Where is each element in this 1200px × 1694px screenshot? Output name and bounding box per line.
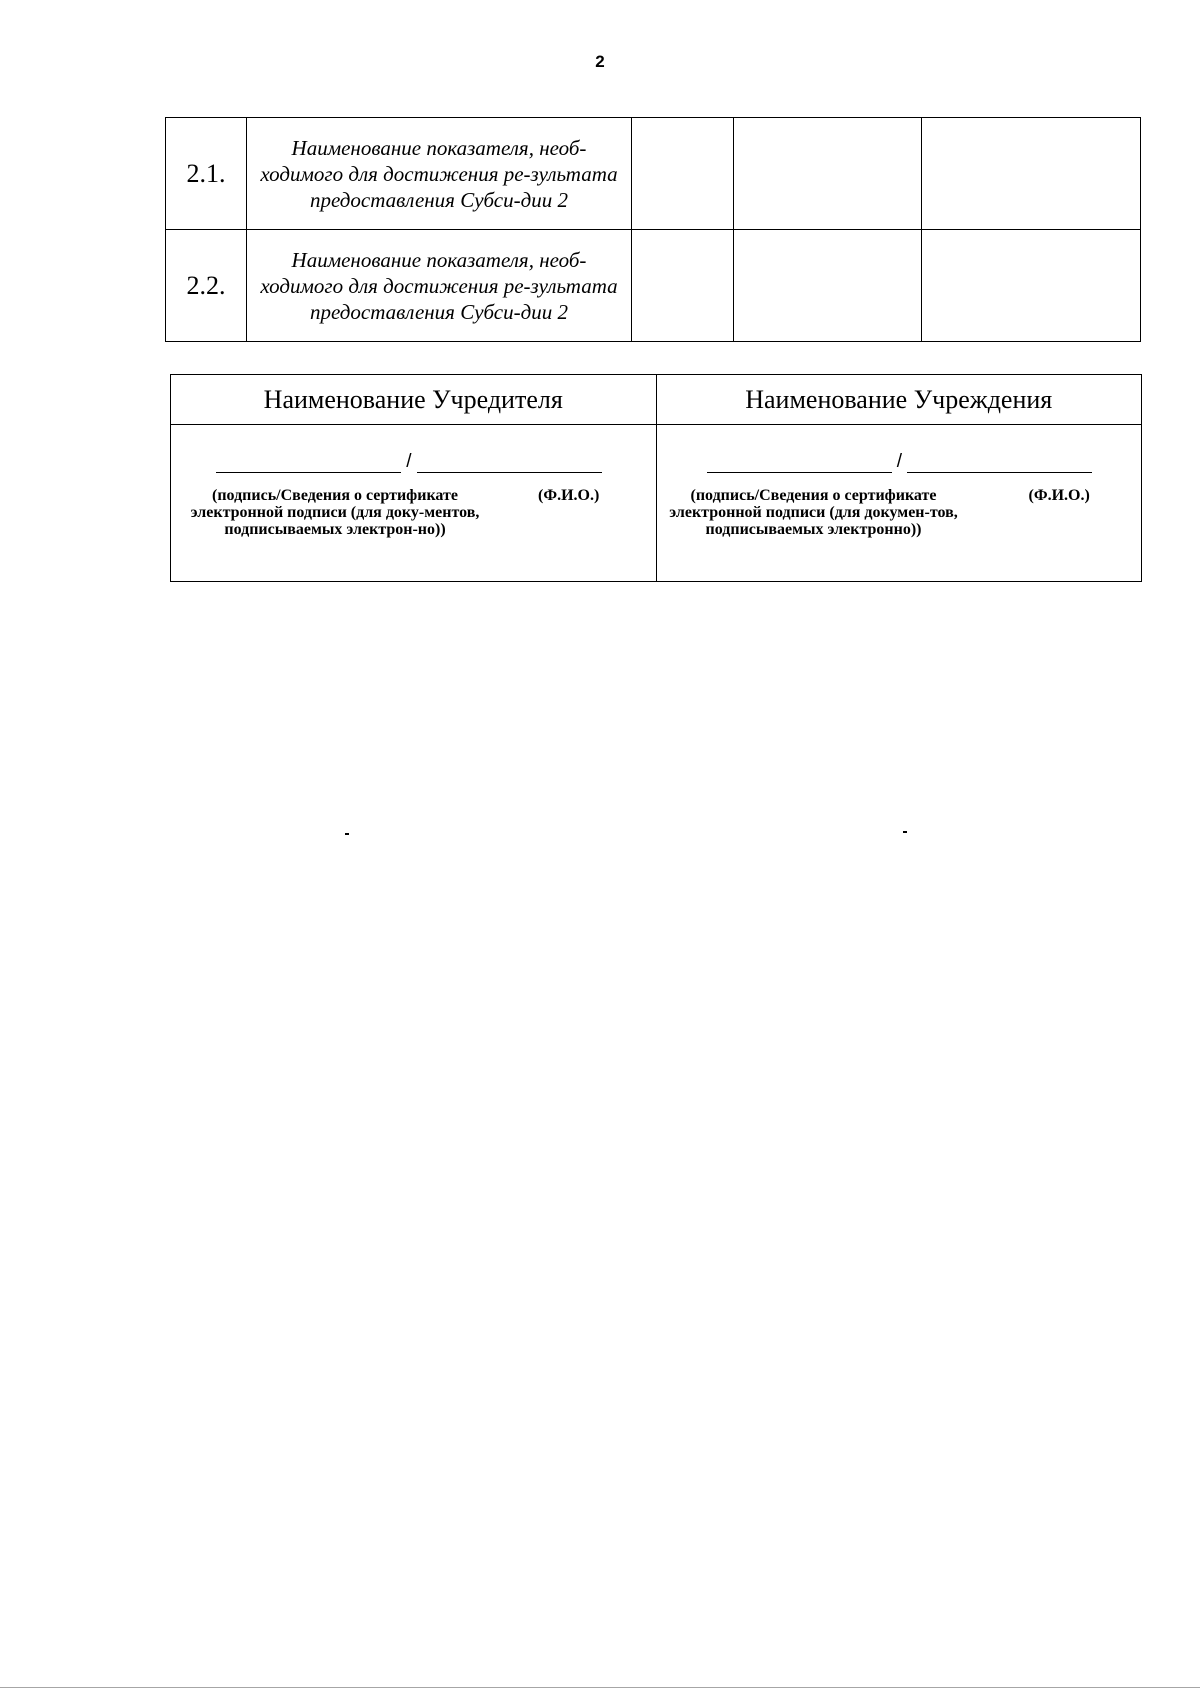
institution-signature-block	[656, 425, 1142, 582]
institution-title: Наименование Учреждения	[656, 375, 1142, 425]
signature-blank	[216, 454, 401, 473]
founder-signature-line	[216, 451, 602, 473]
table-row	[166, 230, 1141, 342]
table-row	[166, 118, 1141, 230]
row-number: 2.2.	[166, 230, 247, 342]
signature-separator: /	[896, 451, 903, 472]
institution-fio-caption: (Ф.И.О.)	[1028, 487, 1090, 504]
empty-cell	[734, 118, 922, 230]
empty-cell	[632, 118, 734, 230]
founder-fio-caption: (Ф.И.О.)	[538, 487, 600, 504]
scan-speck	[345, 833, 349, 835]
empty-cell	[734, 230, 922, 342]
fio-blank	[907, 454, 1092, 473]
signature-table	[170, 374, 1142, 582]
empty-cell	[922, 118, 1141, 230]
institution-signature-caption: (подпись/Сведения о сертификате электронной подписи (для докумен-тов, подписываемых электронно))	[669, 487, 958, 538]
signature-blank	[707, 454, 892, 473]
founder-signature-block	[171, 425, 657, 582]
indicator-name: Наименование показателя, необ-ходимого для достижения ре-зультата предоставления Субси-дии 2	[260, 135, 618, 212]
scan-speck	[903, 831, 907, 833]
founder-title: Наименование Учредителя	[171, 375, 657, 425]
empty-cell	[632, 230, 734, 342]
empty-cell	[922, 230, 1141, 342]
scan-edge-line	[0, 1687, 1200, 1688]
signature-separator: /	[406, 451, 412, 472]
indicator-name: Наименование показателя, необ-ходимого для достижения ре-зультата предоставления Субси-дии 2	[260, 247, 618, 324]
indicator-name-cell	[247, 230, 632, 342]
page-number: 2	[595, 52, 605, 71]
row-number: 2.1.	[166, 118, 247, 230]
founder-signature-caption: (подпись/Сведения о сертификате электронной подписи (для доку-ментов, подписываемых электрон-но))	[190, 487, 480, 538]
indicator-table	[165, 117, 1141, 342]
indicator-name-cell	[247, 118, 632, 230]
institution-signature-line	[707, 451, 1093, 473]
fio-blank	[417, 454, 602, 473]
